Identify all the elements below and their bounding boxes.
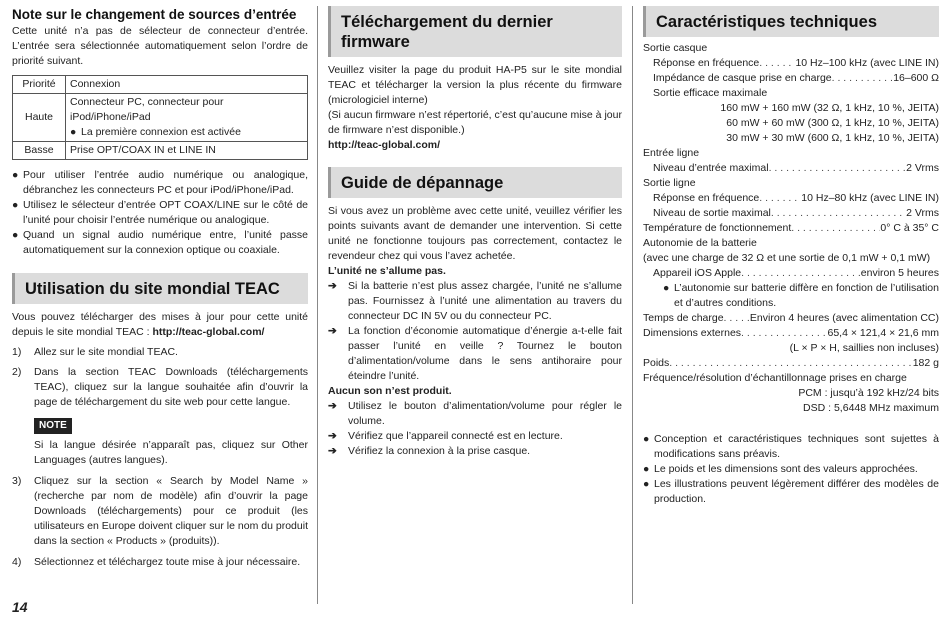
note-badge: NOTE (34, 418, 72, 434)
teac-site-intro (12, 310, 308, 340)
solution-text: Si la batterie n’est plus assez chargée, l’unité ne s’allume pas. Fournissez à l’unité une alimentation au travers du connecteur DC IN 5V ou du connecteur PC. (348, 280, 622, 322)
spec-value: 65,4 × 121,4 × 21,6 mm (827, 327, 939, 339)
spec-value: 2 Vrms (906, 207, 939, 219)
spec-value: 16–600 Ω (893, 72, 939, 84)
table-header-row (13, 76, 308, 94)
firmware-heading: Téléchargement du dernier firmware (328, 6, 622, 57)
list-item-text: Quand un signal audio numérique entre, l’unité passe automatiquement sur la connexion optique ou coaxiale. (23, 229, 308, 256)
bullet-icon: ● (663, 282, 670, 294)
list-item-text: Conception et caractéristiques techniques sont sujettes à modifications sans préavis. (654, 433, 939, 460)
spec-label: Impédance de casque prise en charge (653, 72, 832, 84)
table-cell (66, 94, 308, 142)
spec-note: (avec une charge de 32 Ω et une sortie de 0,1 mW + 0,1 mW) (643, 252, 931, 264)
priority-table (12, 75, 308, 160)
table-cell-bullet-text: La première connexion est activée (81, 126, 241, 138)
step-text: Dans la section TEAC Downloads (téléchargements TEAC), cliquez sur la langue souhaitée afin d’ouvrir la page de téléchargement du site web pour cette langue. (34, 366, 308, 408)
solution-text: Vérifiez que l’appareil connecté est en lecture. (348, 430, 563, 442)
step-text: Allez sur le site mondial TEAC. (34, 346, 178, 358)
step-item (12, 555, 308, 570)
table-row (13, 94, 308, 142)
firmware-text: Veuillez visiter la page du produit HA-P5 sur le site mondial TEAC et télécharger la version la plus récente du firmware (micrologiciel interne) (328, 64, 622, 106)
solution-item (328, 429, 622, 444)
arrow-icon: ➔ (328, 400, 337, 412)
bullet-icon: ● (12, 199, 19, 211)
troubleshooting-heading: Guide de dépannage (328, 167, 622, 198)
spec-label: Réponse en fréquence (653, 192, 760, 204)
spec-value: 10 Hz–80 kHz (avec LINE IN) (801, 192, 939, 204)
table-header: Priorité (13, 76, 66, 94)
bullet-icon: ● (643, 478, 650, 490)
spec-label: Poids (643, 357, 670, 369)
bullet-icon: ● (12, 169, 19, 181)
spec-label: Température de fonctionnement (643, 222, 792, 234)
spec-row (643, 56, 939, 71)
spec-bullet (643, 281, 939, 311)
table-header: Connexion (66, 76, 308, 94)
list-item (12, 198, 308, 228)
column-divider (317, 6, 318, 604)
firmware-link[interactable]: http://teac-global.com/ (328, 139, 441, 151)
teac-site-intro-text: Vous pouvez télécharger des mises à jour pour cette unité depuis le site mondial TEAC : (12, 311, 308, 338)
spec-label: Appareil iOS Apple (653, 267, 742, 279)
solution-item (328, 399, 622, 429)
spec-label: Niveau d’entrée maximal (653, 162, 769, 174)
spec-row (643, 161, 939, 176)
spec-group: Fréquence/résolution d’échantillonnage prises en charge (643, 372, 907, 384)
page-number: 14 (12, 599, 28, 615)
spec-value: 30 mW + 30 mW (600 Ω, 1 kHz, 10 %, JEITA) (726, 132, 939, 144)
spec-group: Sortie casque (643, 42, 708, 54)
list-item-text: Le poids et les dimensions sont des valeurs approchées. (654, 463, 918, 475)
bullet-icon: ● (643, 463, 650, 475)
table-cell-line: Connecteur PC, connecteur pour iPod/iPhone/iPad (70, 96, 224, 123)
spec-row (643, 266, 939, 281)
teac-site-heading: Utilisation du site mondial TEAC (12, 273, 308, 304)
spec-label: Niveau de sortie maximal (653, 207, 771, 219)
table-cell-bullet (70, 125, 303, 140)
spec-value: PCM : jusqu’à 192 kHz/24 bits (798, 387, 939, 399)
step-number: 1) (12, 346, 22, 358)
list-item (643, 432, 939, 462)
problem-title: Aucun son n’est produit. (328, 385, 452, 397)
spec-value: 2 Vrms (906, 162, 939, 174)
step-number: 4) (12, 556, 22, 568)
spec-value: 10 Hz–100 kHz (avec LINE IN) (795, 57, 939, 69)
problem-title: L’unité ne s’allume pas. (328, 265, 446, 277)
list-item-text: Les illustrations peuvent légèrement différer des modèles de production. (654, 478, 939, 505)
step-number: 2) (12, 366, 22, 378)
spec-row (643, 206, 939, 221)
input-source-heading: Note sur le changement de sources d’entrée (12, 7, 297, 22)
teac-site-link[interactable]: http://teac-global.com/ (152, 326, 265, 338)
spec-value: environ 5 heures (860, 267, 939, 279)
column-left (12, 6, 308, 570)
spec-value: Environ 4 heures (avec alimentation CC) (749, 312, 939, 324)
table-cell: Haute (13, 94, 66, 142)
bullet-icon: ● (643, 433, 650, 445)
table-cell: Basse (13, 142, 66, 160)
bullet-icon: ● (70, 126, 77, 138)
spec-value: 0° C à 35° C (880, 222, 939, 234)
specs-heading: Caractéristiques techniques (643, 6, 939, 37)
column-middle (328, 6, 622, 459)
column-right (643, 6, 939, 507)
table-cell: Prise OPT/COAX IN et LINE IN (66, 142, 308, 160)
solution-item (328, 444, 622, 459)
input-source-intro: Cette unité n’a pas de sélecteur de connecteur d’entrée. L’entrée sera sélectionnée automatiquement selon l’ordre de priorité suivant. (12, 25, 308, 67)
spec-bullet-text: L’autonomie sur batterie diffère en fonction de l’utilisation et d’autres conditions. (674, 282, 939, 309)
list-item (643, 462, 939, 477)
arrow-icon: ➔ (328, 325, 337, 337)
list-item (12, 168, 308, 198)
spec-label: Temps de charge (643, 312, 724, 324)
column-divider (632, 6, 633, 604)
step-item (12, 345, 308, 360)
spec-value: DSD : 5,6448 MHz maximum (803, 402, 939, 414)
firmware-note: (Si aucun firmware n’est répertorié, c’est qu’aucune mise à jour de firmware n’est disponible.) (328, 109, 622, 136)
note-text: Si la langue désirée n’apparaît pas, cliquez sur Other Languages (autres langues). (34, 439, 308, 466)
spec-row (643, 71, 939, 86)
spec-row (643, 356, 939, 371)
step-item (12, 365, 308, 410)
spec-value: 182 g (912, 357, 939, 369)
list-item (643, 477, 939, 507)
spec-group: Sortie ligne (643, 177, 696, 189)
spec-label: Dimensions externes (643, 327, 742, 339)
list-item (12, 228, 308, 258)
spec-value: 160 mW + 160 mW (32 Ω, 1 kHz, 10 %, JEITA) (720, 102, 939, 114)
solution-text: La fonction d’économie automatique d’énergie a-t-elle fait passer l’unité en veille ? Tournez le bouton d’alimentation/volume dans le sens antihoraire pour éteindre l’unité. (348, 325, 622, 382)
spec-row (643, 221, 939, 236)
step-text: Cliquez sur la section « Search by Model Name » (recherche par nom de modèle) afin d’ouvrir la page Downloads (téléchargements) pour ce produit (les utilisateurs en Europe doivent cliquer sur le nom du produit dans la section « Products » (produits)). (34, 475, 308, 547)
arrow-icon: ➔ (328, 280, 337, 292)
list-item-text: Utilisez le sélecteur d’entrée OPT COAX/LINE sur le côté de l’unité pour choisir l’entrée numérique ou analogique. (23, 199, 308, 226)
spec-note: (L × P × H, saillies non incluses) (789, 342, 939, 354)
step-text: Sélectionnez et téléchargez toute mise à jour nécessaire. (34, 556, 301, 568)
troubleshooting-intro: Si vous avez un problème avec cette unité, veuillez vérifier les points suivants avant de demander une intervention. Si cette unité ne fonctionne toujours pas correctement, contactez le revendeur chez qui vous l’avez achetée. (328, 205, 622, 262)
solution-item (328, 324, 622, 384)
table-row (13, 142, 308, 160)
spec-value: 60 mW + 60 mW (300 Ω, 1 kHz, 10 %, JEITA) (726, 117, 939, 129)
spec-group: Autonomie de la batterie (643, 237, 757, 249)
spec-group: Entrée ligne (643, 147, 700, 159)
solution-text: Utilisez le bouton d’alimentation/volume pour régler le volume. (348, 400, 622, 427)
arrow-icon: ➔ (328, 445, 337, 457)
step-item (12, 474, 308, 549)
spec-label: Réponse en fréquence (653, 57, 760, 69)
spec-row (643, 311, 939, 326)
spec-label: Sortie efficace maximale (653, 87, 768, 99)
spec-row (643, 326, 939, 341)
solution-text: Vérifiez la connexion à la prise casque. (348, 445, 531, 457)
step-number: 3) (12, 475, 22, 487)
spec-row (643, 191, 939, 206)
arrow-icon: ➔ (328, 430, 337, 442)
bullet-icon: ● (12, 229, 19, 241)
list-item-text: Pour utiliser l’entrée audio numérique ou analogique, débranchez les connecteurs PC et pour iPod/iPhone/iPad. (23, 169, 308, 196)
solution-item (328, 279, 622, 324)
